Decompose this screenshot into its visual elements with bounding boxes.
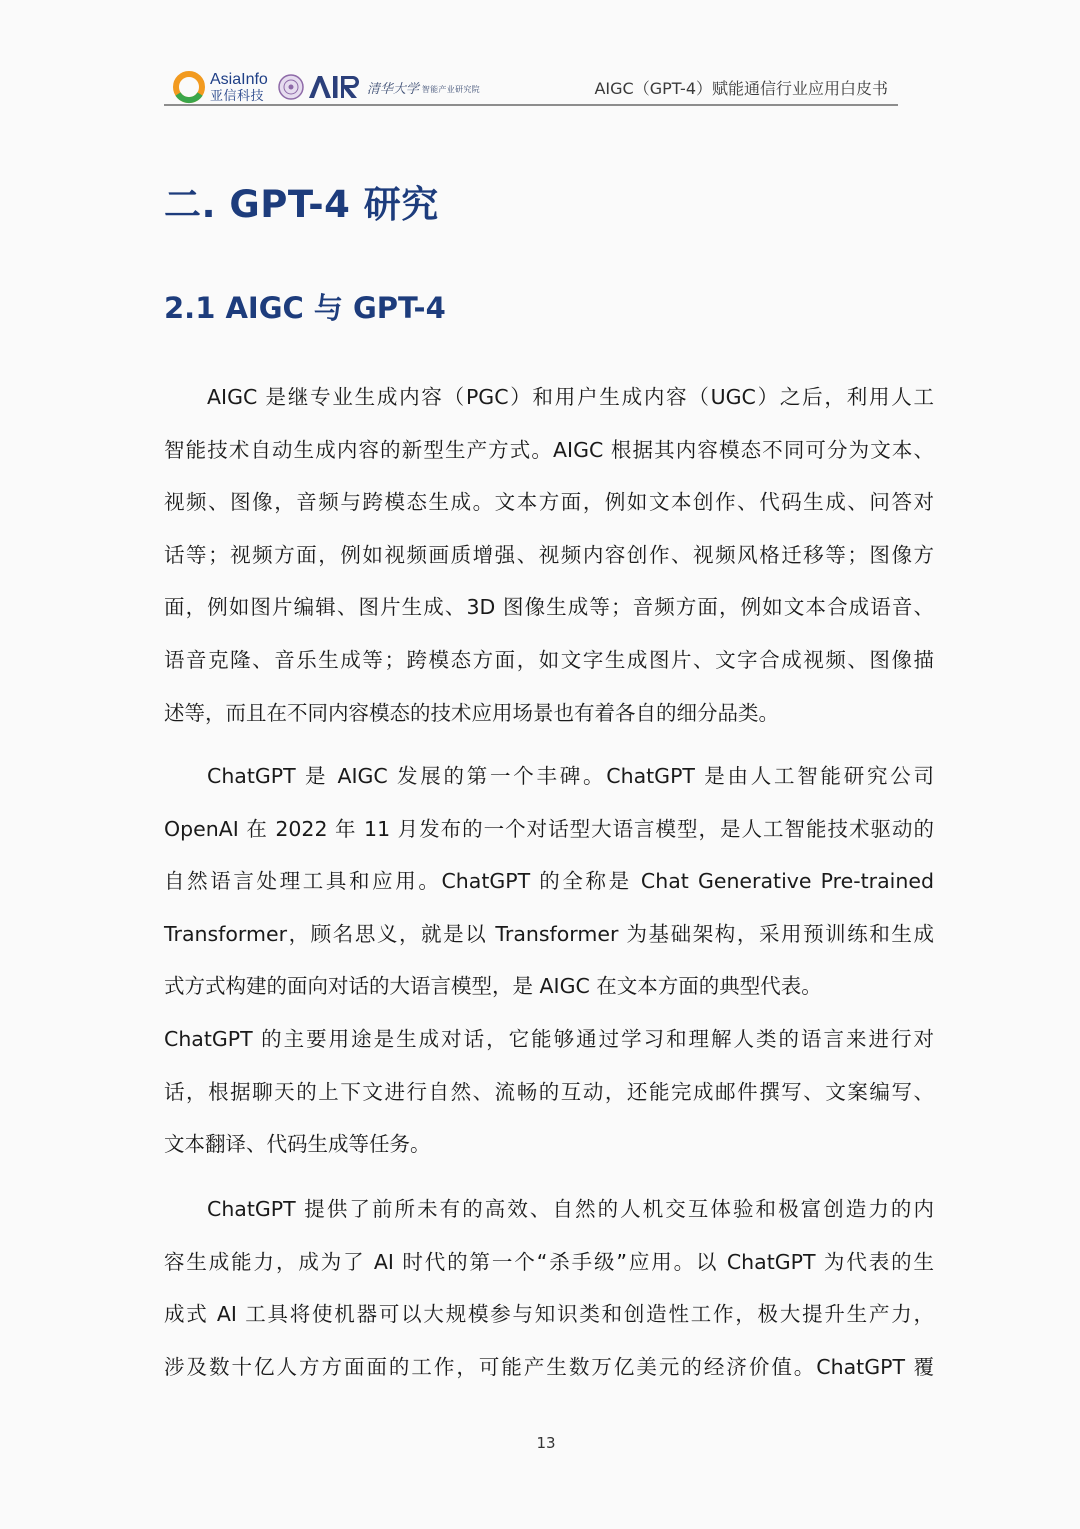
paragraph-line: 话等；视频方面，例如视频画质增强、视频内容创作、视频风格迁移等；图像方	[164, 542, 934, 567]
paragraph-line: ChatGPT 提供了前所未有的高效、自然的人机交互体验和极富创造力的内	[207, 1197, 934, 1221]
page-header	[164, 64, 898, 106]
page-number: 13	[536, 1434, 556, 1452]
air-logo-icon	[307, 74, 361, 100]
paragraph-line: ChatGPT 的主要用途是生成对话，它能够通过学习和理解人类的语言来进行对	[164, 1026, 934, 1051]
paragraph-line: 容生成能力，成为了 AI 时代的第一个“杀手级”应用。以 ChatGPT 为代表的生	[164, 1249, 934, 1274]
paragraph-line: 话，根据聊天的上下文进行自然、流畅的互动，还能完成邮件撰写、文案编写、	[164, 1079, 934, 1104]
tsinghua-seal-icon	[278, 74, 304, 100]
paragraph-line: 面，例如图片编辑、图片生成、3D 图像生成等；音频方面，例如文本合成语音、	[164, 595, 934, 620]
chapter-title: 二. GPT-4 研究	[164, 183, 439, 226]
paragraph-line: Transformer，顾名思义，就是以 Transformer 为基础架构，采用预训练和生成	[164, 921, 934, 946]
paragraph-line: 视频、图像，音频与跨模态生成。文本方面，例如文本创作、代码生成、问答对	[164, 490, 934, 515]
asiainfo-en-label: AsiaInfo	[210, 70, 268, 88]
section-title: 2.1 AIGC 与 GPT-4	[164, 291, 446, 325]
paragraph-line: AIGC 是继专业生成内容（PGC）和用户生成内容（UGC）之后，利用人工	[207, 385, 934, 409]
asiainfo-logo-icon	[172, 70, 206, 104]
asiainfo-wordmark	[210, 72, 268, 103]
paragraph-aigc-intro	[164, 371, 934, 739]
paragraph-line: OpenAI 在 2022 年 11 月发布的一个对话型大语言模型，是人工智能技术驱动的	[164, 816, 934, 841]
header-document-title: AIGC（GPT-4）赋能通信行业应用白皮书	[594, 79, 888, 98]
paragraph-line: 成式 AI 工具将使机器可以大规模参与知识类和创造性工作，极大提升生产力，	[164, 1302, 934, 1327]
paragraph-line: 式方式构建的面向对话的大语言模型，是 AIGC 在文本方面的典型代表。	[164, 974, 822, 999]
paragraph-line: 文本翻译、代码生成等任务。	[164, 1132, 431, 1157]
paragraph-chatgpt-impact	[164, 1183, 934, 1393]
paragraph-line: 语音克隆、音乐生成等；跨模态方面，如文字生成图片、文字合成视频、图像描	[164, 647, 934, 672]
paragraph-line: 智能技术自动生成内容的新型生产方式。AIGC 根据其内容模态不同可分为文本、	[164, 437, 934, 462]
paragraph-line: 述等，而且在不同内容模态的技术应用场景也有着各自的细分品类。	[164, 700, 779, 725]
tsinghua-institute-label: 智能产业研究院	[421, 85, 480, 94]
header-divider	[164, 104, 898, 106]
header-logos	[172, 70, 480, 104]
asiainfo-cn-label: 亚信科技	[210, 88, 265, 104]
paragraph-line: ChatGPT 是 AIGC 发展的第一个丰碑。ChatGPT 是由人工智能研究公司	[207, 764, 934, 788]
tsinghua-air-wordmark	[367, 77, 480, 97]
paragraph-chatgpt-overview	[164, 750, 934, 1171]
paragraph-line: 涉及数十亿人方方面面的工作，可能产生数万亿美元的经济价值。ChatGPT 覆	[164, 1354, 934, 1379]
paragraph-line: 自然语言处理工具和应用。ChatGPT 的全称是 Chat Generative Pre-trained	[164, 869, 934, 894]
tsinghua-name-label: 清华大学	[366, 82, 419, 97]
